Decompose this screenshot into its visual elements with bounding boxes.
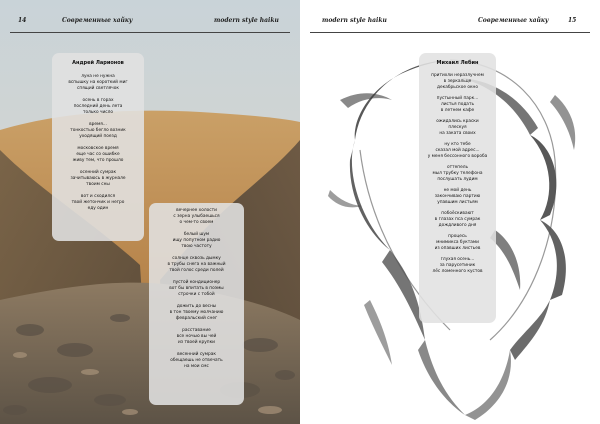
stanza: вот и сходился твой жетончик и негро еду один	[71, 194, 125, 211]
left-page-number: 14	[18, 17, 27, 24]
right-page	[300, 0, 600, 424]
left-running-title: Современные хайку	[62, 17, 133, 24]
stanza: время... тонкостью бегло возник уходящий поезд	[70, 122, 126, 139]
stanza: процесь мнимикса буктами из опавших листьев	[434, 234, 481, 251]
stanza: пустынный парк... листья подать в летнем кафе	[436, 96, 479, 113]
stanza: весенний сумрак обещаешь не отвечать на мои смс	[170, 352, 223, 369]
stanza: не мой день закончиваю партию упавшим листьям	[434, 188, 481, 205]
stanza: московское время еще час со ошибке живу тем, что прошло	[72, 146, 124, 163]
stanza: луна не нужна вспышку на короткий миг спящий светлячок	[68, 74, 128, 91]
stanza: осень в горах последний день лета только число	[73, 98, 123, 115]
right-running-title: Современные хайку	[478, 17, 549, 24]
poem-card-lebin	[419, 53, 496, 323]
stanza: ожидались краски плескуя на заката своих	[436, 119, 479, 136]
header-rule	[310, 32, 590, 33]
stanza: осенний сумрак зачитываюсь в журнале твоим сны	[70, 170, 126, 187]
stanza: белый шум ищу попутном радио твою частоту	[172, 232, 221, 249]
stanza: вечернее холости с зерна улыбаешься о чем-то своем	[173, 208, 220, 225]
right-page-number: 15	[568, 17, 577, 24]
stanza: побоёскивают в глазах пса сумрак дождливого дня	[434, 211, 481, 228]
stanza: глухая осень... за парусетиник лёс ломенного кустов	[432, 257, 483, 274]
stanza: оттепель мыл трубку телефона послушать лудим	[432, 165, 483, 182]
left-series-title: modern style haiku	[214, 17, 279, 24]
stanza: ну кто тебе сказал мой адрес... у меня бессонного вороба	[427, 142, 488, 159]
left-header	[0, 14, 300, 28]
stanza: притихли неразлучнем в зеркальце декабрьское окно	[431, 73, 484, 90]
right-series-title: modern style haiku	[322, 17, 387, 24]
stanza: солнце сквозь дымку в трубы снега на важный твой голос среди полей	[167, 256, 226, 273]
poem-card-second	[149, 203, 244, 405]
poem-card-larionov	[52, 53, 144, 241]
stanza: расставание все ночью вы чей из твоей крупки	[176, 328, 217, 345]
stanza: пустой кондиционер вот бы впитать в поэмы строчки с тобой	[169, 280, 224, 297]
right-header	[300, 14, 600, 28]
author-name: Михаил Лебин	[436, 60, 479, 66]
header-rule	[10, 32, 290, 33]
stanza: дожить до весны в тон твоему молчанию февральский снег	[169, 304, 224, 321]
author-name: Андрей Ларионов	[72, 60, 124, 66]
